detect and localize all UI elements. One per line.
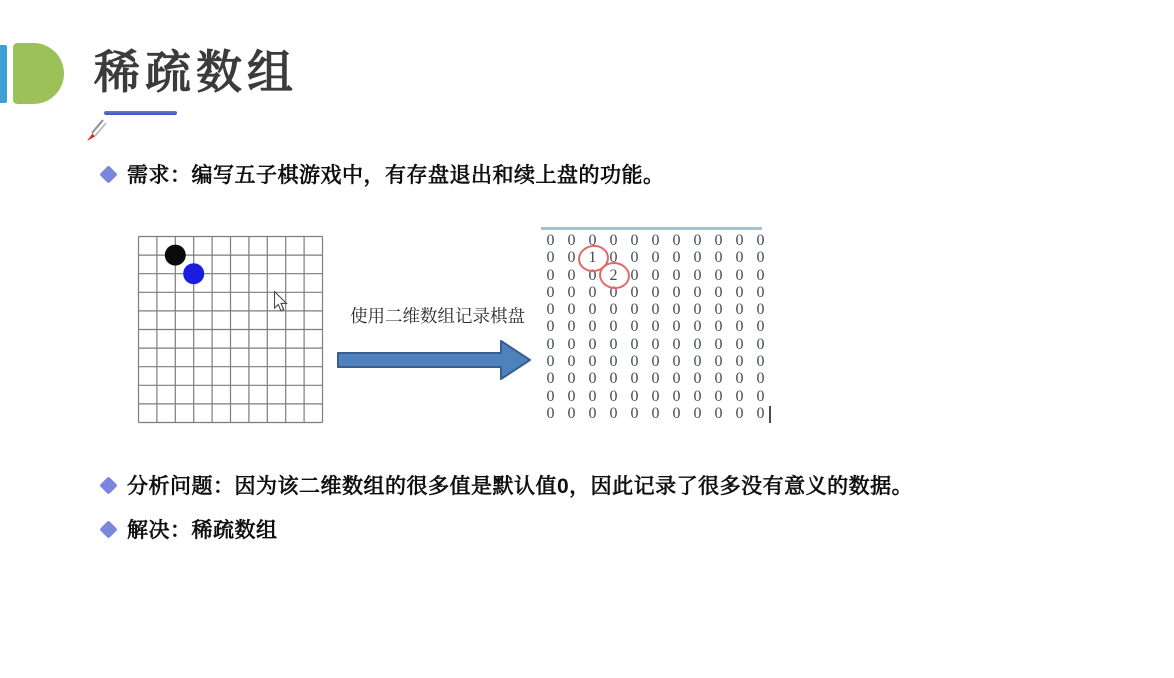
matrix-cell: 0 [630,266,639,284]
matrix-cell: 0 [609,335,618,353]
matrix-cell: 0 [588,335,597,353]
matrix-cell: 0 [693,335,702,353]
matrix-cell: 0 [609,387,618,405]
matrix-cell: 0 [546,301,555,319]
right-arrow-icon [337,339,533,383]
matrix-cell: 0 [693,249,702,267]
matrix-cell: 0 [714,353,723,371]
matrix-cell: 0 [609,370,618,388]
matrix-cell: 0 [546,353,555,371]
matrix-cell: 0 [693,318,702,336]
matrix-cell: 0 [672,249,681,267]
matrix-cell: 0 [588,318,597,336]
matrix-cell: 0 [714,318,723,336]
matrix-cell: 0 [567,318,576,336]
matrix-cell: 0 [735,404,744,422]
diamond-bullet-icon [99,520,118,539]
blue-stone [183,263,204,284]
matrix-cell: 0 [651,301,660,319]
matrix-row [540,249,771,266]
matrix-cell: 0 [672,283,681,301]
matrix-row [540,336,771,353]
page-title: 稀疏数组 [94,46,298,98]
logo-leaf-icon [13,43,64,104]
matrix-cell: 0 [588,232,597,249]
matrix-cell: 0 [588,370,597,388]
matrix-cell: 0 [735,370,744,388]
matrix-cell: 0 [588,404,597,422]
matrix-cell: 0 [756,266,765,284]
black-stone [165,245,186,266]
matrix-cell: 0 [672,370,681,388]
matrix-cell: 0 [651,370,660,388]
matrix-row [540,353,771,370]
matrix-cell: 0 [651,249,660,267]
matrix-cell: 0 [630,318,639,336]
matrix-cell: 0 [693,404,702,422]
matrix-cell: 0 [588,387,597,405]
matrix-cell: 0 [714,232,723,249]
matrix-cell: 0 [546,318,555,336]
matrix-cell: 0 [630,387,639,405]
matrix-cell: 0 [588,353,597,371]
matrix-cell: 0 [588,266,597,284]
matrix-cell: 0 [567,404,576,422]
matrix-cell: 0 [630,249,639,267]
matrix-top-divider [541,227,762,230]
matrix-row [540,405,771,422]
matrix-cell: 0 [693,353,702,371]
matrix-cell: 0 [672,335,681,353]
matrix-cell: 0 [672,266,681,284]
matrix-cell: 0 [714,301,723,319]
matrix-cell: 0 [546,404,555,422]
title-underline [104,111,177,115]
matrix-cell: 0 [546,335,555,353]
diamond-bullet-icon [99,165,118,184]
matrix-cell: 0 [567,335,576,353]
bullet-text: 分析问题：因为该二维数组的很多值是默认值0，因此记录了很多没有意义的数据。 [127,475,914,498]
matrix-cell: 0 [630,232,639,249]
matrix-row [540,267,771,284]
matrix-cell: 0 [735,318,744,336]
matrix-cell: 0 [693,370,702,388]
matrix-cell: 0 [714,266,723,284]
matrix-cell: 1 [588,249,597,267]
matrix-cell: 0 [546,387,555,405]
matrix-cell: 0 [714,335,723,353]
board-2d-array-matrix [540,232,771,422]
matrix-cell: 0 [672,232,681,249]
matrix-cell: 0 [735,301,744,319]
matrix-cell: 0 [630,335,639,353]
matrix-cell: 0 [735,335,744,353]
matrix-cell: 0 [567,232,576,249]
matrix-cell: 0 [756,370,765,388]
matrix-cell: 0 [756,353,765,371]
matrix-cell: 0 [735,249,744,267]
matrix-cell: 0 [609,353,618,371]
matrix-cell: 2 [609,266,618,284]
pencil-cursor-icon [84,116,108,142]
bullet-item-solution [99,514,278,544]
matrix-cell: 0 [546,283,555,301]
matrix-cell: 0 [672,301,681,319]
matrix-cell: 0 [546,266,555,284]
matrix-cell: 0 [714,249,723,267]
matrix-row [540,301,771,318]
matrix-cell: 0 [567,249,576,267]
matrix-cell: 0 [651,335,660,353]
matrix-cell: 0 [609,318,618,336]
matrix-cell: 0 [609,283,618,301]
matrix-cell: 0 [609,232,618,249]
matrix-cell: 0 [546,232,555,249]
matrix-cell: 0 [651,353,660,371]
matrix-cell: 0 [651,232,660,249]
matrix-cell: 0 [735,387,744,405]
matrix-cell: 0 [588,283,597,301]
bullet-item-analysis [99,470,913,500]
matrix-row [540,232,771,249]
bullet-text: 需求：编写五子棋游戏中，有存盘退出和续上盘的功能。 [127,164,665,187]
matrix-cell: 0 [693,266,702,284]
mouse-cursor-icon [274,291,289,313]
matrix-cell: 0 [609,249,618,267]
matrix-cell: 0 [714,370,723,388]
matrix-cell: 0 [588,301,597,319]
matrix-row [540,370,771,387]
matrix-cell: 0 [714,283,723,301]
matrix-cell: 0 [567,283,576,301]
matrix-cell: 0 [735,353,744,371]
logo-accent-bar-icon [0,45,7,103]
matrix-cell: 0 [672,353,681,371]
matrix-cell: 0 [630,370,639,388]
bullet-item-requirement [99,159,665,189]
matrix-cell: 0 [693,232,702,249]
matrix-cell: 0 [651,266,660,284]
matrix-cell: 0 [567,370,576,388]
arrow-label: 使用二维数组记录棋盘 [350,306,525,326]
matrix-row [540,388,771,405]
matrix-cell: 0 [672,387,681,405]
matrix-cell: 0 [630,353,639,371]
matrix-cell: 0 [651,387,660,405]
matrix-cell: 0 [735,266,744,284]
matrix-cell: 0 [756,318,765,336]
matrix-cell: 0 [756,249,765,267]
matrix-cell: 0 [609,301,618,319]
matrix-cell: 0 [630,283,639,301]
matrix-cell: 0 [567,353,576,371]
matrix-cell: 0 [651,318,660,336]
matrix-cell: 0 [693,283,702,301]
matrix-cell: 0 [756,335,765,353]
matrix-row [540,318,771,335]
matrix-cell: 0 [693,387,702,405]
diamond-bullet-icon [99,476,118,495]
matrix-cell: 0 [651,404,660,422]
matrix-cell: 0 [630,301,639,319]
matrix-cell: 0 [567,301,576,319]
matrix-cell: 0 [672,318,681,336]
matrix-cell: 0 [756,301,765,319]
matrix-cell: 0 [735,232,744,249]
matrix-cell: 0 [630,404,639,422]
matrix-cell: 0 [651,283,660,301]
matrix-cell: 0 [756,404,765,422]
matrix-cell: 0 [609,404,618,422]
matrix-row [540,284,771,301]
matrix-cell: 0 [714,404,723,422]
bullet-text: 解决：稀疏数组 [127,519,278,542]
matrix-cell: 0 [567,266,576,284]
matrix-cell: 0 [546,249,555,267]
matrix-cell: 0 [714,387,723,405]
text-caret [769,406,771,423]
matrix-cell: 0 [546,370,555,388]
gomoku-board-grid [137,235,324,424]
matrix-cell: 0 [756,283,765,301]
matrix-cell: 0 [756,387,765,405]
matrix-cell: 0 [672,404,681,422]
matrix-cell: 0 [567,387,576,405]
matrix-cell: 0 [693,301,702,319]
matrix-cell: 0 [735,283,744,301]
matrix-cell: 0 [756,232,765,249]
